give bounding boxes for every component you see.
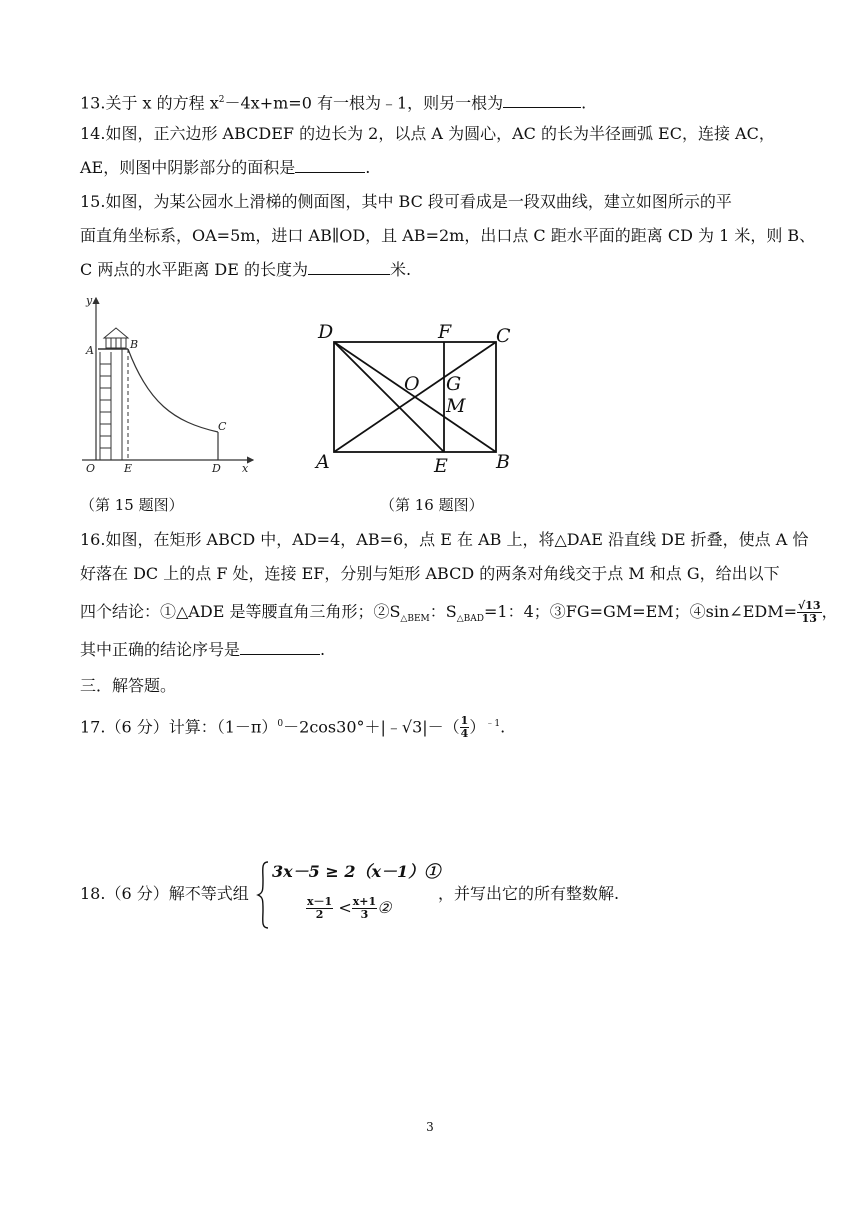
figure-15-caption: （第 15 题图） [80,496,184,514]
q16-frac-den: 13 [801,612,817,625]
question-14-line-1: 14.如图，正六边形 ABCDEF 的边长为 2，以点 A 为圆心，AC 的长为半径画弧 EC，连接 AC， [80,124,775,143]
q13-prefix: 13.关于 x 的方程 x [80,93,219,113]
section-3-heading: 三．解答题。 [80,676,177,695]
q18-tag-2: ② [377,898,392,917]
q15-answer-blank [308,260,390,275]
question-15-line-3 [80,260,411,280]
fig16-label-e: E [434,455,448,477]
q14-answer-blank [295,158,365,173]
fig16-label-c: C [496,325,511,347]
question-18-prefix: 18.（6 分）解不等式组 [80,884,249,903]
fig16-label-b: B [496,451,510,473]
q17-sup-0: 0 [277,719,284,729]
q13-middle: －4x+m=0 有一根为﹣1，则另一根为 [224,93,504,113]
figure-16-rectangle-diagram [312,316,522,478]
q18-inequality-2 [306,896,392,921]
fig16-label-m: M [446,395,466,417]
q18-inequality-1 [272,862,440,882]
q18-brace [256,860,270,930]
fig16-label-g: G [446,373,462,395]
fig15-label-o: O [86,462,96,475]
q13-exponent: 2 [218,95,225,105]
page-number: 3 [426,1120,434,1134]
fig15-hyperbola-curve [128,349,218,432]
q16-answer-blank [240,640,320,655]
q15-line3-prefix: C 两点的水平距离 DE 的长度为 [80,260,309,279]
q18-right-num: x+1 [352,895,377,908]
q16-line3-a: 四个结论：①△ADE 是等腰直角三角形；②S [80,602,401,621]
question-16-line-2: 好落在 DC 上的点 F 处，连接 EF，分别与矩形 ABCD 的两条对角线交于点 M 和点 G，给出以下 [80,564,780,583]
q17-frac-den: 4 [460,727,469,741]
q18-left-den: 2 [315,908,324,921]
fig15-label-x: x [242,462,249,475]
fig15-label-d: D [212,462,221,475]
q16-line4-prefix: 其中正确的结论序号是 [80,640,241,659]
fig15-ladder [100,352,111,460]
q16-line3-b: ：S [429,602,457,621]
q18-less-than: < [338,898,352,917]
question-17 [80,714,505,740]
question-15-line-1: 15.如图，为某公园水上滑梯的侧面图，其中 BC 段可看成是一段双曲线，建立如图所示的平 [80,192,732,211]
question-14-line-2 [80,158,370,178]
question-13 [80,90,586,113]
fig15-label-b: B [130,338,139,351]
q17-a: 17.（6 分）计算：（1－π） [80,717,278,737]
q16-frac-num: √13 [798,599,821,612]
q16-sub-bad: △BAD [456,614,484,625]
q17-sup-neg1: ﹣1 [485,719,501,729]
question-16-line-4 [80,640,325,660]
fig16-segment-de [334,342,444,452]
q16-sin-fraction [797,600,822,625]
fig16-label-o: O [404,373,420,395]
question-16-line-1: 16.如图，在矩形 ABCD 中，AD=4，AB=6，点 E 在 AB 上，将△DAE 沿直线 DE 折叠，使点 A 恰 [80,530,809,549]
q14-suffix: . [365,158,371,177]
question-16-line-3 [80,600,838,629]
fig16-label-d: D [318,321,334,343]
q18-ineq1-text: 3x－5 ≥ 2（x－1）① [272,862,441,881]
fig15-tower [98,328,128,460]
q15-suffix: 米. [390,260,412,279]
q18-right-fraction [352,896,377,921]
figure-15-slide-diagram [78,292,258,477]
fig15-label-y: y [86,294,93,307]
question-18-suffix: ，并写出它的所有整数解. [438,884,620,903]
q14-line2-prefix: AE，则图中阴影部分的面积是 [80,158,296,177]
q16-sub-bem: △BEM [400,614,430,625]
fig16-label-a: A [316,451,330,473]
q17-frac-num: 1 [460,714,469,728]
q16-suffix: . [320,640,326,659]
fig15-label-e: E [124,462,133,475]
fig16-label-f: F [438,321,452,343]
q17-d: . [500,717,506,737]
q17-c: ） [469,717,486,737]
q18-left-num: x－1 [307,895,333,908]
q18-right-den: 3 [360,908,369,921]
q13-answer-blank [503,93,581,108]
figure-16-caption: （第 16 题图） [380,496,484,514]
fig15-label-c: C [218,420,227,433]
q17-fraction [460,715,470,740]
q13-suffix: . [581,93,587,113]
q17-b: －2cos30°＋|﹣√3|－（ [283,717,460,737]
question-15-line-2: 面直角坐标系，OA=5m，进口 AB∥OD，且 AB=2m，出口点 C 距水平面的距离 CD 为 1 米，则 B、 [80,226,816,245]
fig15-label-a: A [86,344,94,357]
q18-left-fraction [306,896,333,921]
q16-line3-end: ， [821,602,838,621]
q16-line3-c: =1：4；③FG=GM=EM；④sin∠EDM= [483,602,798,621]
